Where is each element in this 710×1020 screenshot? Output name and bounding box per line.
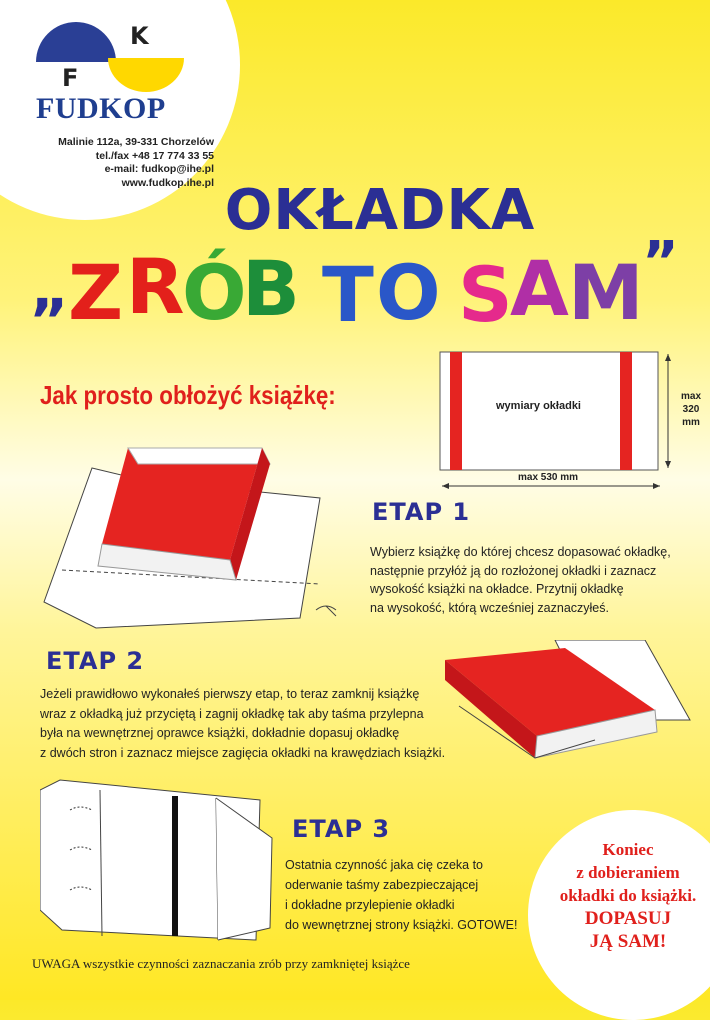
close-quote: ” bbox=[642, 230, 679, 295]
step1-heading: ETAP 1 bbox=[372, 498, 471, 526]
email-line: e-mail: fudkop@ihe.pl bbox=[104, 163, 214, 175]
cover-dimensions-label: wymiary okładki bbox=[496, 400, 581, 412]
slogan-letter: O bbox=[376, 248, 441, 337]
open-quote: „ bbox=[30, 254, 70, 324]
badge-line: z dobieraniem bbox=[576, 863, 680, 882]
step1-description bbox=[370, 543, 690, 617]
step2-illustration bbox=[445, 640, 695, 785]
step2-line: wraz z okładką już przyciętą i zagnij okładkę tak aby taśma przylepna bbox=[40, 706, 424, 721]
address-line: Malinie 112a, 39-331 Chorzelów bbox=[58, 136, 214, 148]
slogan-letter: A bbox=[510, 244, 569, 333]
phone-line: tel./fax +48 17 774 33 55 bbox=[95, 149, 214, 162]
slogan-title bbox=[30, 230, 710, 348]
fudkop-logo-mark bbox=[28, 14, 188, 104]
step1-line: następnie przyłóż ją do rozłożonej okładki i zaznacz bbox=[370, 563, 657, 578]
logo-letter-k: K bbox=[130, 22, 149, 50]
slogan-letter: T bbox=[322, 250, 374, 339]
step3-line: i dokładne przylepienie okładki bbox=[285, 898, 455, 912]
badge-line: DOPASUJ bbox=[584, 908, 672, 929]
step1-illustration bbox=[30, 420, 360, 635]
step2-line: była na wewnętrznej oprawce książki, dokładnie dopasuj okładkę bbox=[40, 726, 400, 740]
step3-line: Ostatnia czynność jaka cię czeka to bbox=[285, 858, 484, 872]
warning-note: UWAGA wszystkie czynności zaznaczania zrób przy zamkniętej książce bbox=[32, 956, 410, 971]
slogan-letter: M bbox=[568, 248, 644, 337]
slogan-letter: S bbox=[458, 250, 513, 339]
badge-line: JĄ SAM! bbox=[589, 931, 667, 952]
step2-description bbox=[40, 685, 470, 763]
step1-line: na wysokość, którą wcześniej zaznaczyłeś. bbox=[370, 600, 609, 615]
slogan-letter: Ó bbox=[182, 248, 247, 337]
step3-heading: ETAP 3 bbox=[292, 815, 391, 843]
step2-line: Jeżeli prawidłowo wykonałeś pierwszy etap, to teraz zamknij książkę bbox=[40, 687, 420, 701]
badge-line: Koniec bbox=[602, 840, 654, 859]
step1-line: wysokość książki na okładce. Przytnij okładkę bbox=[370, 582, 624, 596]
main-title: OKŁADKA bbox=[224, 178, 536, 243]
slogan-letter: B bbox=[242, 244, 300, 333]
step3-line: oderwanie taśmy zabezpieczającej bbox=[285, 878, 479, 892]
final-badge-text bbox=[548, 838, 708, 953]
step2-line: z dwóch stron i zaznacz miejsce zagięcia okładki na krawędziach książki. bbox=[40, 745, 446, 760]
instructions-heading: Jak prosto obłożyć książkę: bbox=[40, 380, 336, 410]
max-height-label bbox=[674, 390, 708, 429]
slogan-letter: Z bbox=[68, 248, 124, 337]
step2-heading: ETAP 2 bbox=[46, 647, 145, 675]
brand-name: FUDKOP bbox=[36, 92, 166, 125]
website-line: www.fudkop.ihe.pl bbox=[121, 176, 214, 189]
step3-description bbox=[285, 855, 555, 935]
badge-line: okładki do książki. bbox=[559, 886, 697, 905]
max-height-line: max bbox=[680, 391, 701, 402]
max-height-value: 320 mm bbox=[682, 404, 700, 428]
logo-letter-f: F bbox=[62, 64, 79, 92]
step1-line: Wybierz książkę do której chcesz dopasować okładkę, bbox=[370, 545, 671, 559]
step3-illustration bbox=[40, 760, 280, 955]
step3-line: do wewnętrznej strony książki. GOTOWE! bbox=[285, 918, 518, 932]
slogan-letter: R bbox=[126, 242, 185, 331]
max-width-label: max 530 mm bbox=[518, 472, 579, 483]
